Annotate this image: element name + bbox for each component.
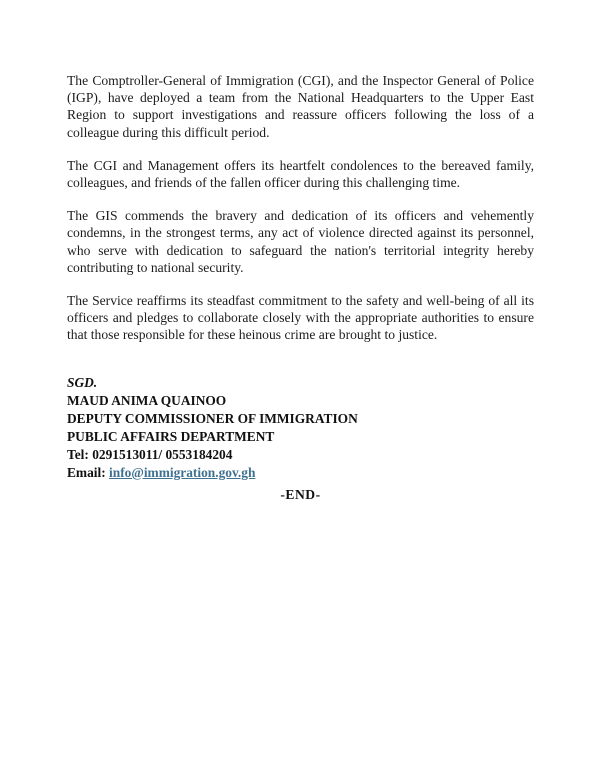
telephone-line: [67, 446, 534, 464]
email-line: [67, 464, 534, 482]
signatory-name: MAUD ANIMA QUAINOO: [67, 392, 227, 408]
paragraph-condolences: The CGI and Management offers its heartfelt condolences to the bereaved family, colleagues, and friends of the fallen officer during this challenging time.: [67, 157, 534, 191]
email-link[interactable]: info@immigration.gov.gh: [109, 464, 256, 480]
signature-block: [67, 374, 534, 482]
signatory-title: DEPUTY COMMISSIONER OF IMMIGRATION: [67, 410, 358, 426]
email-label: Email:: [67, 464, 106, 480]
telephone-numbers: 0291513011/ 0553184204: [92, 446, 233, 462]
signed-abbreviation: SGD.: [67, 374, 98, 390]
end-marker: -END-: [280, 486, 321, 502]
paragraph-commitment: The Service reaffirms its steadfast commitment to the safety and well-being of all its officers and pledges to collaborate closely with the appropriate authorities to ensure that those responsible for these heinous crime are brought to justice.: [67, 293, 534, 343]
telephone-label: Tel:: [67, 446, 89, 462]
paragraph-deployment: The Comptroller-General of Immigration (CGI), and the Inspector General of Police (IGP), have deployed a team from the National Headquarters to the Upper East Region to support investigations and reassure officers following the loss of a colleague during this difficult period.: [67, 73, 534, 140]
signatory-department: PUBLIC AFFAIRS DEPARTMENT: [67, 428, 275, 444]
paragraph-commendation: The GIS commends the bravery and dedication of its officers and vehemently condemns, in the strongest terms, any act of violence directed against its personnel, who serve with dedication to safeguard the nation's territorial integrity hereby contributing to national security.: [67, 208, 534, 275]
